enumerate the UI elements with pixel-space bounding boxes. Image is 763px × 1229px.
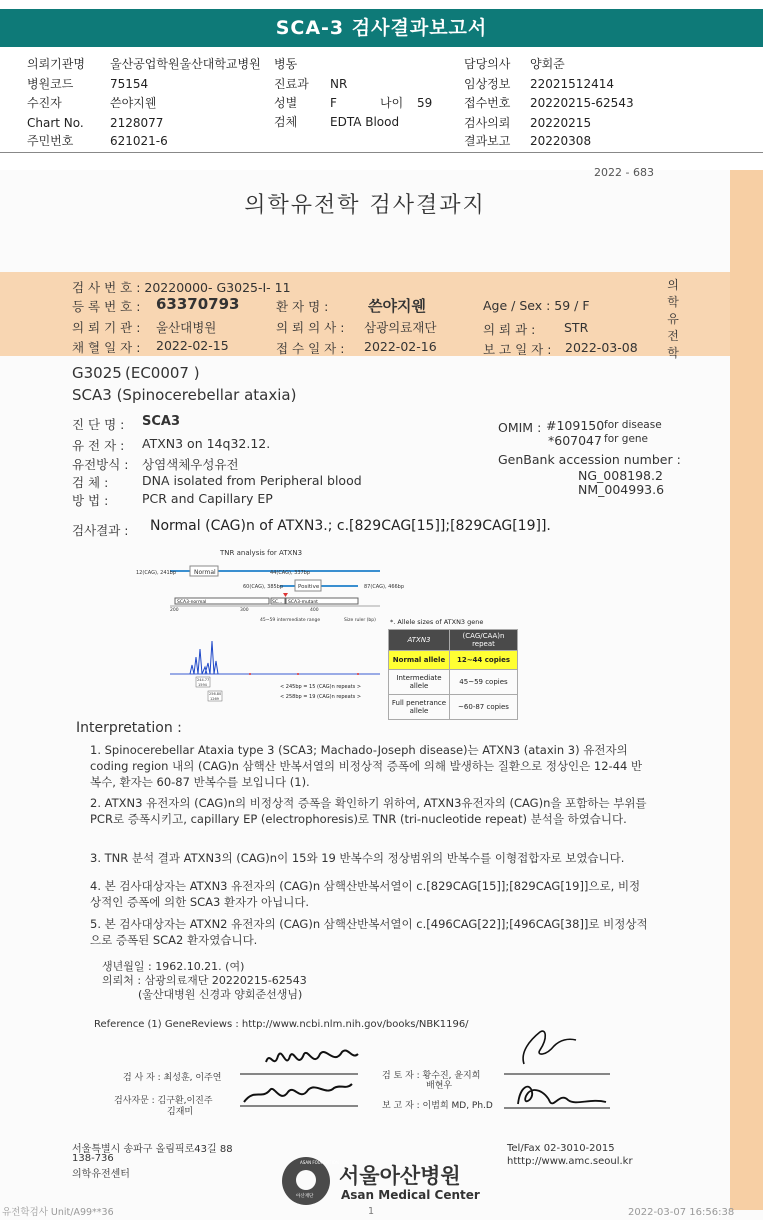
tick-400: 400 — [310, 608, 319, 613]
doctor-value: 양회준 — [530, 57, 565, 71]
table-cell: 45~59 copies — [450, 670, 518, 695]
peak2-height: 1269 — [210, 697, 219, 701]
method-label: 방 법 : — [72, 493, 109, 508]
allele-table-title: *. Allele sizes of ATXN3 gene — [390, 618, 484, 626]
intermediate-label: 45~59 intermediate range — [260, 618, 321, 623]
dx-label: 진 단 명 : — [72, 417, 125, 432]
genbank-label: GenBank accession number : — [498, 452, 681, 467]
reception-label: 접수번호 — [464, 96, 511, 110]
result-value: Normal (CAG)n of ATXN3.; c.[829CAG[15]];[829CAG[19]]. — [150, 518, 551, 534]
reception-value: 20220215-62543 — [530, 96, 634, 110]
side-department-note — [664, 277, 682, 362]
interpretation-heading: Interpretation : — [76, 720, 182, 736]
reference: Reference (1) GeneReviews : http://www.ncbi.nlm.nih.gov/books/NBK1196/ — [94, 1019, 469, 1030]
result-label: 검사결과 : — [72, 523, 129, 538]
ward-label: 병동 — [274, 57, 298, 71]
interpretation-item: 1. Spinocerebellar Ataxia type 3 (SCA3; Machado-Joseph disease)는 ATXN3 (ataxin 3) 유전자의 coding region 내의 (CAG)n 삼핵산 반복서열의 비정상적 증폭에 의해 발생하는 질환으로 정상인은 12-44 반복수, 환자는 60-87 반복수를 보입니다 (1). — [90, 743, 643, 789]
request-value: 20220215 — [530, 116, 592, 130]
request-label: 검사의뢰 — [464, 116, 511, 130]
repeat-1: < 245bp = 15 (CAG)n repeats > — [280, 684, 362, 690]
address-line-3: 의학유전센터 — [72, 1169, 130, 1180]
dept-value: NR — [330, 77, 348, 91]
table-row — [389, 630, 518, 651]
tick-300: 300 — [240, 608, 249, 613]
report-title: SCA-3 검사결과보고서 — [0, 9, 763, 47]
req-dept-value: STR — [564, 320, 589, 335]
figure-title: TNR analysis for ATXN3 — [220, 549, 303, 557]
positive-box-label: Positive — [298, 584, 320, 590]
address-line-1: 서울특별시 송파구 올림픽로43길 88 — [72, 1144, 233, 1155]
band-patient-value: 쓴야지웬 — [368, 297, 426, 315]
reviewer: 검 토 자 : 황수진, 윤지희 — [382, 1071, 481, 1081]
table-row — [389, 651, 518, 670]
omim-disease-note: for disease — [604, 419, 662, 431]
dx-value: SCA3 — [142, 414, 181, 429]
institution-label: 의뢰기관명 — [27, 57, 85, 71]
side-char: 전 — [667, 329, 679, 343]
requester-detail: (울산대병원 신경과 양회준선생님) — [138, 988, 303, 1001]
inherit-label: 유전방식 : — [72, 457, 129, 472]
size-marker — [357, 673, 359, 675]
signature-3 — [523, 1031, 576, 1064]
website: htttp://www.amc.seoul.kr — [507, 1156, 633, 1167]
size-marker — [249, 673, 251, 675]
test-name: SCA3 (Spinocerebellar ataxia) — [72, 386, 297, 404]
sca3-mutant-label: SCA3-mutant — [288, 600, 318, 605]
label-87: 87(CAG), 466bp — [364, 584, 405, 590]
examiner-signatures — [230, 1040, 370, 1115]
req-doc-value: 삼광의료재단 — [364, 320, 437, 335]
clinical-label: 임상정보 — [464, 77, 511, 91]
chart-label: Chart No. — [27, 116, 84, 130]
table-row — [389, 670, 518, 695]
footer-page: 1 — [368, 1206, 375, 1217]
table-cell: 12~44 copies — [450, 651, 518, 670]
omim-gene-note: for gene — [604, 433, 649, 445]
table-row — [389, 695, 518, 720]
side-char: 학 — [667, 346, 679, 360]
table-cell: Normal allele — [389, 651, 450, 670]
req-dept-label: 의 뢰 과 : — [483, 322, 536, 337]
patient-value: 쓴야지웬 — [110, 96, 157, 110]
institution-value: 울산공업학원울산대학교병원 — [110, 57, 261, 71]
logo-english: Asan Medical Center — [341, 1188, 480, 1202]
label-44: 44(CAG), 337bp — [270, 570, 311, 576]
reporter: 보 고 자 : 이범희 MD, Ph.D — [382, 1101, 493, 1111]
specimen-doc-value: DNA isolated from Peripheral blood — [142, 473, 362, 488]
table-header-cell: ATXN3 — [389, 630, 450, 651]
allele-size-table — [388, 629, 518, 720]
side-char: 학 — [667, 295, 679, 309]
peak1-height: 1594 — [198, 683, 207, 687]
birth-date: 생년월일 : 1962.10.21. (여) — [102, 960, 245, 973]
table-cell: ~60-87 copies — [450, 695, 518, 720]
interpretation-item: 2. ATXN3 유전자의 (CAG)n의 비정상적 증폭을 확인하기 위하여, ATXN3유전자의 (CAG)n을 포함하는 부위를 PCR로 증폭시키고, capillary EP (electrophoresis)로 TNR (tri-nucleotide repeat) 분석을 하였습니다. — [90, 796, 647, 826]
advisor-extra: 김재미 — [167, 1107, 194, 1117]
tel-fax: Tel/Fax 02-3010-2015 — [507, 1143, 615, 1154]
collect-label: 채 혈 일 자 : — [72, 340, 141, 355]
header-divider — [0, 152, 763, 153]
peak2-size: 256.80 — [209, 692, 222, 696]
age-value: 59 — [417, 96, 433, 110]
marker-triangle — [283, 593, 288, 597]
signature-2 — [244, 1084, 352, 1102]
logo-korean: 서울아산병원 — [339, 1164, 461, 1188]
logo-mini-text: 아산재단 — [296, 1194, 314, 1199]
collect-value: 2022-02-15 — [156, 338, 229, 353]
test-ec: (EC0007 ) — [125, 364, 200, 382]
address-line-2: 138-736 — [72, 1153, 114, 1164]
table-header-cell: (CAG/CAA)n repeat — [450, 630, 518, 651]
reviewer-extra: 배현우 — [426, 1081, 453, 1091]
document-number: 2022 - 683 — [594, 166, 654, 179]
hospcode-value: 75154 — [110, 77, 149, 91]
result-date-value: 20220308 — [530, 134, 592, 148]
genbank-nm: NM_004993.6 — [578, 482, 665, 497]
sex-value: F — [330, 96, 337, 110]
gene-value: ATXN3 on 14q32.12. — [142, 436, 271, 451]
ruler-label: Size ruler (bp) — [344, 618, 376, 623]
specimen-doc-label: 검 체 : — [72, 475, 109, 490]
table-cell: Full penetrance allele — [389, 695, 450, 720]
footer-timestamp: 2022-03-07 16:56:38 — [628, 1207, 735, 1218]
label-60: 60(CAG), 385bp — [243, 584, 284, 590]
advisor: 검사자문 : 김구환,이진주 — [114, 1096, 213, 1106]
footer-unit: 유전학검사 Unit/A99**36 — [2, 1207, 114, 1218]
interpretation-item: 5. 본 검사대상자는 ATXN2 유전자의 (CAG)n 삼핵산반복서열이 c.[496CAG[22]];[496CAG[38]]로 비정상적으로 증폭된 SCA2 환자였습니다. — [90, 917, 648, 947]
requester: 의뢰처 : 삼광의료재단 20220215-62543 — [102, 974, 307, 987]
repeat-2: < 258bp = 19 (CAG)n repeats > — [280, 694, 362, 700]
req-doc-label: 의 뢰 의 사 : — [276, 320, 345, 335]
inherit-value: 상염색체우성유전 — [142, 457, 239, 472]
req-inst-value: 울산대병원 — [156, 320, 217, 335]
document-title: 의학유전학 검사결과지 — [244, 193, 486, 218]
age-label: 나이 — [380, 96, 404, 110]
chart-value: 2128077 — [110, 116, 164, 130]
scan-edge-shade — [730, 170, 763, 1210]
table-cell: Intermediate allele — [389, 670, 450, 695]
asan-logo-center — [296, 1170, 316, 1190]
side-char: 의 — [667, 278, 679, 292]
peak-cluster-1 — [190, 649, 207, 674]
sc-label: SC... — [272, 600, 283, 605]
specimen-value: EDTA Blood — [330, 115, 400, 129]
reg-no-value: 63370793 — [156, 295, 240, 313]
signature-4 — [518, 1087, 606, 1104]
age-sex: Age / Sex : 59 / F — [483, 298, 590, 313]
test-number: 검 사 번 호 : 20220000- G3025-I- 11 — [72, 280, 291, 295]
size-marker — [297, 673, 299, 675]
interpretation-item: 3. TNR 분석 결과 ATXN3의 (CAG)n이 15와 19 반복수의 정상범위의 반복수를 이형접합자로 보였습니다. — [90, 851, 625, 865]
reviewer-signatures — [490, 1022, 620, 1112]
side-char: 유 — [667, 312, 679, 326]
accept-label: 접 수 일 자 : — [276, 341, 345, 356]
dept-label: 진료과 — [274, 77, 309, 91]
accept-value: 2022-02-16 — [364, 339, 437, 354]
interpretation-item: 4. 본 검사대상자는 ATXN3 유전자의 (CAG)n 삼핵산반복서열이 c.[829CAG[15]];[829CAG[19]]으로, 비정상적인 증폭에 의한 SCA3 환자가 아닙니다. — [90, 879, 641, 909]
hospcode-label: 병원코드 — [27, 77, 74, 91]
omim-label: OMIM : — [498, 420, 542, 435]
peak1-size: 244.77 — [197, 678, 210, 682]
specimen-label: 검체 — [274, 115, 298, 129]
result-date-label: 결과보고 — [464, 134, 511, 148]
sca3-normal-label: SCA3-normal — [177, 600, 207, 605]
patient-label: 수진자 — [27, 96, 62, 110]
req-inst-label: 의 뢰 기 관 : — [72, 320, 141, 335]
reg-no-label: 등 록 번 호 : — [72, 299, 141, 314]
logo-ring-text: ASAN FOUNDATION — [300, 1160, 339, 1165]
clinical-value: 22021512414 — [530, 77, 614, 91]
doctor-label: 담당의사 — [464, 57, 511, 71]
sex-label: 성별 — [274, 96, 298, 110]
normal-box-label: Normal — [194, 569, 216, 576]
report-date-value: 2022-03-08 — [565, 340, 638, 355]
tick-200: 200 — [170, 608, 179, 613]
label-12: 12(CAG), 241bp — [136, 570, 177, 576]
omim-gene: *607047 — [548, 433, 602, 448]
report-date-label: 보 고 일 자 : — [483, 342, 552, 357]
omim-disease: #109150 — [546, 418, 605, 433]
signature-1 — [266, 1050, 358, 1062]
band-patient-label: 환 자 명 : — [276, 299, 329, 314]
genbank-ng: NG_008198.2 — [578, 468, 663, 483]
gene-label: 유 전 자 : — [72, 438, 125, 453]
test-code: G3025 — [72, 364, 122, 382]
tnr-figure — [130, 545, 405, 705]
examiner: 검 사 자 : 최성훈, 이주연 — [123, 1073, 222, 1083]
peak-cluster-2 — [205, 641, 218, 674]
resident-label: 주민번호 — [27, 134, 74, 148]
resident-value: 621021-6 — [110, 134, 168, 148]
method-value: PCR and Capillary EP — [142, 491, 273, 506]
